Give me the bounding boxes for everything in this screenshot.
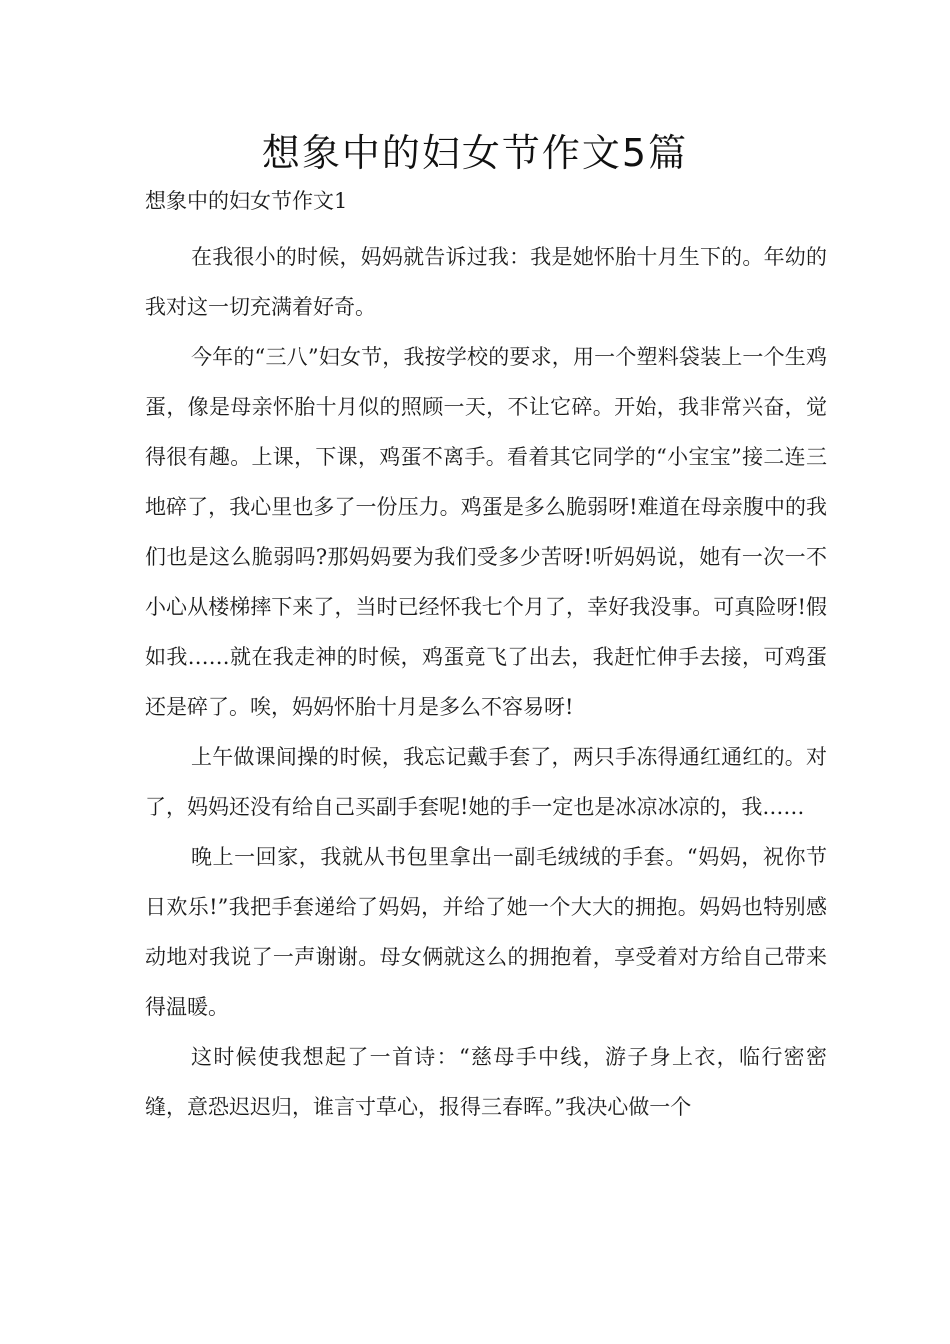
paragraph: 今年的“三八”妇女节，我按学校的要求，用一个塑料袋装上一个生鸡蛋，像是母亲怀胎十月似的照顾一天，不让它碎。开始，我非常兴奋，觉得很有趣。上课，下课，鸡蛋不离手。看着其它同学的“小宝宝”接二连三地碎了，我心里也多了一份压力。鸡蛋是多么脆弱呀!难道在母亲腹中的我们也是这么脆弱吗?那妈妈要为我们受多少苦呀!听妈妈说，她有一次一不小心从楼梯摔下来了，当时已经怀我七个月了，幸好我没事。可真险呀!假如我……就在我走神的时候，鸡蛋竟飞了出去，我赶忙伸手去接，可鸡蛋还是碎了。唉，妈妈怀胎十月是多么不容易呀! [145,345,827,719]
paragraph: 这时候使我想起了一首诗：“慈母手中线，游子身上衣，临行密密缝，意恐迟迟归，谁言寸草心，报得三春晖。”我决心做一个 [145,1045,827,1119]
section-heading: 想象中的妇女节作文1 [145,189,348,213]
document-body [145,232,827,1132]
paragraph: 上午做课间操的时候，我忘记戴手套了，两只手冻得通红通红的。对了，妈妈还没有给自己买副手套呢!她的手一定也是冰凉冰凉的，我…… [145,745,827,819]
paragraph: 晚上一回家，我就从书包里拿出一副毛绒绒的手套。“妈妈，祝你节日欢乐!”我把手套递给了妈妈，并给了她一个大大的拥抱。妈妈也特别感动地对我说了一声谢谢。母女俩就这么的拥抱着，享受着对方给自己带来得温暖。 [145,845,827,1019]
document-title: 想象中的妇女节作文5篇 [261,131,689,175]
paragraph: 在我很小的时候，妈妈就告诉过我：我是她怀胎十月生下的。年幼的我对这一切充满着好奇。 [145,245,827,319]
